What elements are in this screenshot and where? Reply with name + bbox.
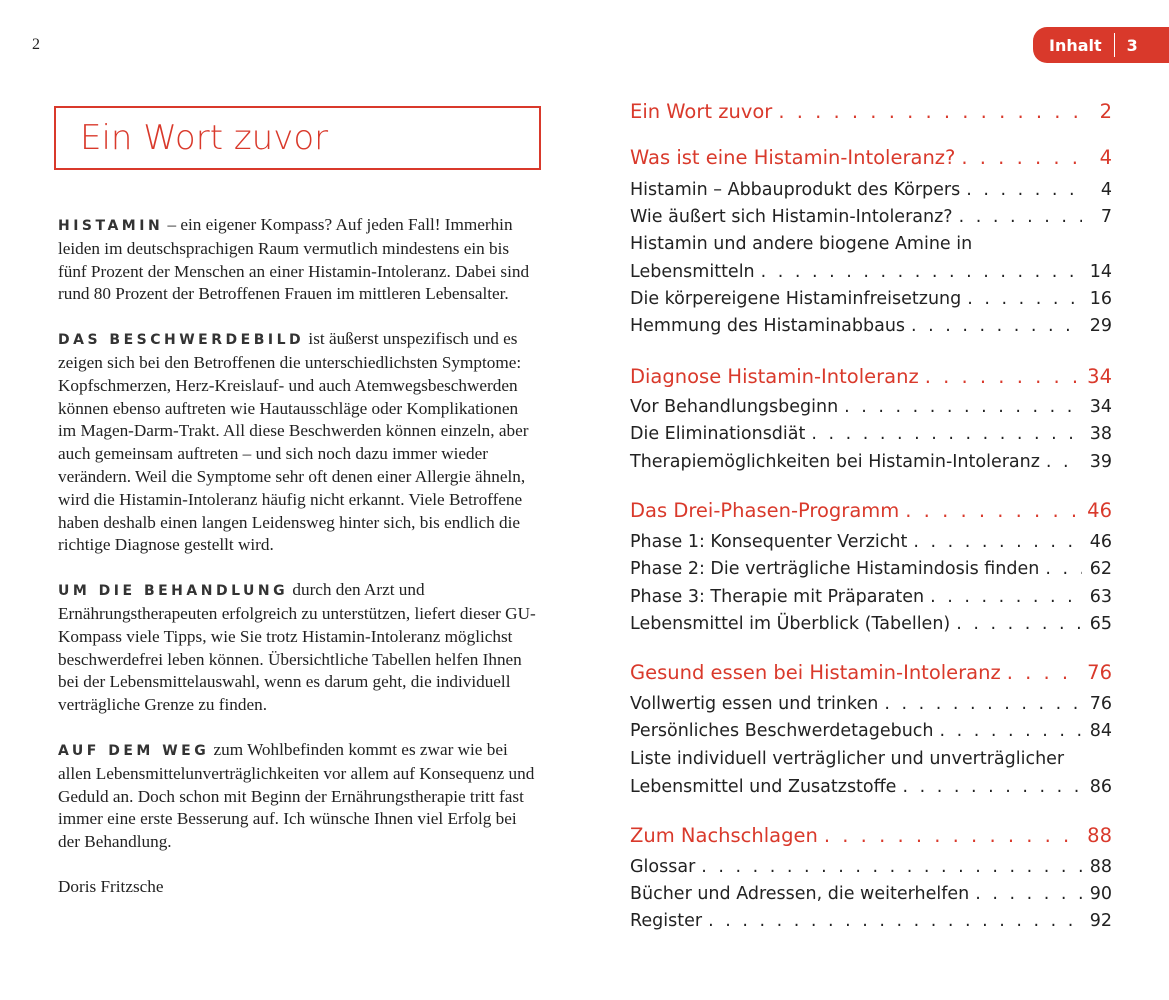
- toc-leader-dots: [930, 587, 1082, 607]
- toc-label: Histamin und andere biogene Amine in: [630, 234, 973, 254]
- toc-page-number: 34: [1087, 365, 1112, 388]
- toc-label: Vor Behandlungsbeginn: [630, 397, 839, 417]
- toc-chapter: [630, 661, 1112, 684]
- toc-page-number: 29: [1089, 316, 1112, 336]
- toc-label: Lebensmittel und Zusatzstoffe: [630, 777, 897, 797]
- toc-label: Glossar: [630, 857, 696, 877]
- toc-page-number: 14: [1089, 262, 1112, 282]
- toc-leader-dots: [975, 884, 1082, 904]
- toc-page-number: 34: [1089, 397, 1112, 417]
- paragraph-body: ist äußerst unspezifisch und es zeigen sich bei den Betroffenen die unterschiedlichsten Symptome: Kopfschmerzen, Herz-Kreislauf- und auch Atemwegsbeschwerden können ebenso auftreten wie Hautausschläge oder Komplikationen im Magen-Darm-Trakt. All diese Beschwerden können einzeln, aber auch gemeinsam auftreten – und sich noch dazu immer wieder verändern. Weil die Symptome sehr oft denen einer Allergie ähneln, wird die Histamin-Intoleranz häufig nicht erkannt. Viele Betroffene haben deshalb einen langen Leidensweg hinter sich, bis endlich die richtige Diagnose gestellt wird.: [58, 329, 529, 555]
- paragraph-lead: HISTAMIN: [58, 218, 164, 234]
- paragraph-body: – ein eigener Kompass? Auf jeden Fall! Immerhin leiden im deutschsprachigen Raum vermutlich mindestens ein bis fünf Prozent der Menschen an einer Histamin-Intoleranz. Dabei sind rund 80 Prozent der Betroffenen Frauen im mittleren Lebensalter.: [58, 215, 530, 304]
- toc-leader-dots: [956, 614, 1082, 634]
- toc-leader-dots: [902, 777, 1082, 797]
- toc-chapter: [630, 824, 1112, 847]
- toc-page-number: 39: [1089, 452, 1112, 472]
- toc-page-number: 2: [1099, 100, 1112, 123]
- toc-entry: [630, 857, 1112, 877]
- toc-leader-dots: [844, 397, 1082, 417]
- signature: Doris Fritzsche: [58, 876, 164, 896]
- toc-page-number: 38: [1089, 424, 1112, 444]
- toc-label: Vollwertig essen und trinken: [630, 694, 879, 714]
- toc-label: Das Drei-Phasen-Programm: [630, 499, 900, 522]
- toc-leader-dots: [959, 207, 1082, 227]
- toc-label: Was ist eine Histamin-Intoleranz?: [630, 146, 956, 169]
- toc-label: Liste individuell verträglicher und unverträglicher: [630, 749, 1065, 769]
- toc-label: Die körpereigene Histaminfreisetzung: [630, 289, 962, 309]
- toc-page-number: 46: [1089, 532, 1112, 552]
- toc-entry: [630, 262, 1112, 282]
- toc-page-number: 62: [1089, 559, 1112, 579]
- toc-entry: [630, 559, 1112, 579]
- left-page-number: 2: [32, 36, 40, 53]
- toc-leader-dots: [1046, 452, 1082, 472]
- toc-entry: [630, 532, 1112, 552]
- toc-chapter: [630, 146, 1112, 169]
- paragraph-lead: UM DIE BEHANDLUNG: [58, 583, 289, 600]
- toc-label: Lebensmitteln: [630, 262, 755, 282]
- toc-page-number: 65: [1089, 614, 1112, 634]
- tab-divider: [1114, 33, 1115, 57]
- paragraph-body: zum Wohlbefinden kommt es zwar wie bei allen Lebensmittelunverträglichkeiten vor allem auf Konsequenz und Geduld an. Doch schon mit Beginn der Ernährungstherapie tritt fast immer eine erste Besserung auf. Ich wünsche Ihnen viel Erfolg bei der Behandlung.: [58, 739, 535, 852]
- foreword-text: [58, 214, 538, 921]
- toc-entry: [630, 587, 1112, 607]
- toc-entry: [630, 316, 1112, 336]
- toc-page-number: 84: [1089, 721, 1112, 741]
- toc-entry: [630, 452, 1112, 472]
- paragraph-lead: DAS BESCHWERDEBILD: [58, 332, 305, 349]
- toc-entry: [630, 614, 1112, 634]
- toc-page-number: 4: [1099, 146, 1112, 169]
- page-title: Ein Wort zuvor: [80, 118, 329, 158]
- toc-leader-dots: [708, 911, 1082, 931]
- title-box: [54, 106, 541, 170]
- toc-page-number: 86: [1089, 777, 1112, 797]
- toc-leader-dots: [913, 532, 1082, 552]
- toc-entry: [630, 234, 1112, 254]
- toc-label: Hemmung des Histaminabbaus: [630, 316, 906, 336]
- toc-label: Phase 1: Konsequenter Verzicht: [630, 532, 908, 552]
- toc-label: Bücher und Adressen, die weiterhelfen: [630, 884, 970, 904]
- toc-leader-dots: [761, 262, 1082, 282]
- toc-entry: [630, 180, 1112, 200]
- toc-label: Gesund essen bei Histamin-Intoleranz: [630, 661, 1001, 684]
- paragraph: [58, 328, 538, 557]
- toc-chapter: [630, 365, 1112, 388]
- toc-leader-dots: [966, 180, 1082, 200]
- toc-leader-dots: [701, 857, 1082, 877]
- toc-entry: [630, 424, 1112, 444]
- toc-chapter: [630, 499, 1112, 522]
- toc-entry: [630, 749, 1112, 769]
- toc-label: Persönliches Beschwerdetagebuch: [630, 721, 934, 741]
- toc-label: Register: [630, 911, 703, 931]
- toc-label: Histamin – Abbauprodukt des Körpers: [630, 180, 961, 200]
- toc-page-number: 63: [1089, 587, 1112, 607]
- toc-entry: [630, 207, 1112, 227]
- paragraph-body: durch den Arzt und Ernährungstherapeuten erfolgreich zu unterstützen, liefert dieser GU-Kompass viele Tipps, wie Sie trotz Histamin-Intoleranz möglichst beschwerdefrei leben können. Übersichtliche Tabellen helfen Ihnen bei der Lebensmittelauswahl, wenn es darum geht, die individuell verträgliche Grenze zu finden.: [58, 580, 536, 715]
- toc-entry: [630, 721, 1112, 741]
- toc-leader-dots: [1045, 559, 1082, 579]
- toc-page-number: 90: [1089, 884, 1112, 904]
- toc-entry: [630, 289, 1112, 309]
- toc-page-number: 16: [1089, 289, 1112, 309]
- toc-page-number: 7: [1100, 207, 1112, 227]
- toc-entry: [630, 884, 1112, 904]
- toc-label: Diagnose Histamin-Intoleranz: [630, 365, 919, 388]
- toc-leader-dots: [925, 365, 1081, 388]
- toc-leader-dots: [961, 146, 1082, 169]
- contents-tab: [1033, 27, 1169, 63]
- toc-label: Phase 2: Die verträgliche Histamindosis finden: [630, 559, 1040, 579]
- toc-leader-dots: [1007, 661, 1081, 684]
- toc-page-number: 76: [1089, 694, 1112, 714]
- right-page-number: 3: [1126, 35, 1138, 55]
- paragraph: [58, 739, 538, 854]
- toc-leader-dots: [778, 100, 1082, 123]
- toc-leader-dots: [967, 289, 1082, 309]
- toc-page-number: 4: [1100, 180, 1112, 200]
- toc-leader-dots: [940, 721, 1082, 741]
- toc-entry: [630, 397, 1112, 417]
- toc-page-number: 46: [1087, 499, 1112, 522]
- toc-label: Lebensmittel im Überblick (Tabellen): [630, 614, 951, 634]
- toc-label: Wie äußert sich Histamin-Intoleranz?: [630, 207, 953, 227]
- toc-label: Ein Wort zuvor: [630, 100, 773, 123]
- paragraph-lead: AUF DEM WEG: [58, 742, 210, 759]
- toc-label: Die Eliminationsdiät: [630, 424, 806, 444]
- toc-label: Therapiemöglichkeiten bei Histamin-Intoleranz: [630, 452, 1040, 472]
- toc-leader-dots: [911, 316, 1082, 336]
- toc-leader-dots: [811, 424, 1082, 444]
- paragraph: [58, 214, 538, 306]
- toc-leader-dots: [824, 824, 1081, 847]
- toc-label: Phase 3: Therapie mit Präparaten: [630, 587, 925, 607]
- toc-leader-dots: [884, 694, 1082, 714]
- toc-chapter: [630, 100, 1112, 123]
- toc-leader-dots: [905, 499, 1081, 522]
- toc-entry: [630, 694, 1112, 714]
- toc-page-number: 76: [1087, 661, 1112, 684]
- toc-entry: [630, 777, 1112, 797]
- contents-tab-label: Inhalt: [1049, 35, 1102, 55]
- toc-entry: [630, 911, 1112, 931]
- paragraph: [58, 579, 538, 717]
- toc-page-number: 88: [1087, 824, 1112, 847]
- toc-page-number: 92: [1089, 911, 1112, 931]
- toc-page-number: 88: [1089, 857, 1112, 877]
- toc-label: Zum Nachschlagen: [630, 824, 818, 847]
